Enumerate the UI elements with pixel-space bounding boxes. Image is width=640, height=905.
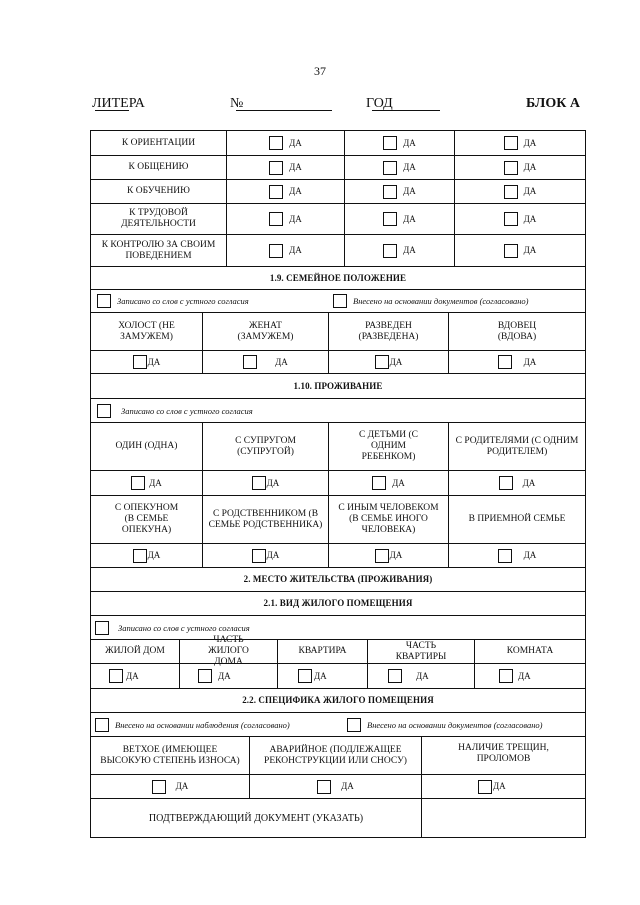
yes-label: ДА <box>289 186 302 196</box>
option-label: ЖЕНАТ (ЗАМУЖЕМ) <box>202 313 328 350</box>
option-label: С ОПЕКУНОМ (В СЕМЬЕ ОПЕКУНА) <box>114 503 179 535</box>
form-table <box>90 130 586 838</box>
yes-option <box>91 664 179 688</box>
checkbox[interactable] <box>269 244 283 258</box>
yes-label: ДА <box>523 186 537 196</box>
yes-label: ДА <box>289 213 302 224</box>
checkbox[interactable] <box>95 621 109 635</box>
option-label: С РОДСТВЕННИКОМ (В СЕМЬЕ РОДСТВЕННИКА) <box>202 496 328 543</box>
yes-option <box>91 544 202 567</box>
option-label: ЖИЛОЙ ДОМ <box>105 646 165 656</box>
attitude-row <box>91 203 585 234</box>
block-label: БЛОК А <box>526 96 580 111</box>
section-title: 2. МЕСТО ЖИТЕЛЬСТВА (ПРОЖИВАНИЯ) <box>243 574 433 584</box>
yes-option <box>226 156 344 179</box>
checkbox[interactable] <box>133 355 147 369</box>
option-label: ХОЛОСТ (НЕ ЗАМУЖЕМ) <box>118 320 175 342</box>
yes-option <box>202 471 328 495</box>
yes-option <box>367 664 474 688</box>
note-docs <box>347 713 543 736</box>
yes-option <box>421 775 585 798</box>
note-row <box>91 615 585 639</box>
yes-label: ДА <box>403 137 416 148</box>
yes-label: ДА <box>275 356 288 367</box>
confirm-document-input[interactable] <box>421 799 585 838</box>
yes-label: ДА <box>341 781 354 791</box>
note-label: Записано со слов с устного согласия <box>117 296 249 306</box>
checkbox-row <box>91 774 585 798</box>
yes-option <box>91 471 202 495</box>
options-row <box>91 736 585 774</box>
option-label: ВЕТХОЕ (ИМЕЮЩЕЕ ВЫСОКУЮ СТЕПЕНЬ ИЗНОСА) <box>100 744 240 766</box>
yes-option <box>328 471 448 495</box>
checkbox[interactable] <box>243 355 257 369</box>
checkbox-row <box>91 470 585 495</box>
yes-option <box>226 180 344 203</box>
options-row <box>91 422 585 470</box>
yes-option <box>454 235 585 266</box>
option-label: С РОДИТЕЛЯМИ (С ОДНИМ РОДИТЕЛЕМ) <box>448 423 585 470</box>
option-label: АВАРИЙНОЕ (ПОДЛЕЖАЩЕЕ РЕКОНСТРУКЦИИ ИЛИ СНОСУ) <box>249 737 421 774</box>
yes-option <box>454 156 585 179</box>
yes-label: ДА <box>522 477 536 488</box>
option-label: ОДИН (ОДНА) <box>115 441 178 451</box>
note-row <box>91 398 585 422</box>
option-label: ЧАСТЬ ЖИЛОГО ДОМА <box>179 640 277 663</box>
checkbox[interactable] <box>317 780 331 794</box>
yes-option <box>179 664 277 688</box>
checkbox[interactable] <box>97 294 111 308</box>
attitude-label: К КОНТРОЛЮ ЗА СВОИМ ПОВЕДЕНИЕМ <box>101 239 216 261</box>
yes-label: ДА <box>523 162 537 172</box>
yes-label: ДА <box>523 550 537 560</box>
checkbox[interactable] <box>269 185 283 199</box>
checkbox[interactable] <box>333 294 347 308</box>
option-label: РАЗВЕДЕН (РАЗВЕДЕНА) <box>328 313 448 350</box>
year-label: ГОД <box>366 96 393 111</box>
note-label: Внесено на основании документов (согласовано) <box>367 719 543 730</box>
options-row <box>91 312 585 350</box>
note-label: Записано со слов с устного согласия <box>118 622 250 633</box>
yes-label: ДА <box>389 550 403 560</box>
yes-option <box>226 204 344 234</box>
yes-label: ДА <box>289 162 302 172</box>
yes-label: ДА <box>126 670 139 681</box>
note-observe <box>95 713 290 736</box>
options-row <box>91 495 585 543</box>
confirm-document-label: ПОДТВЕРЖДАЮЩИЙ ДОКУМЕНТ (УКАЗАТЬ) <box>148 813 364 824</box>
number-label: № <box>230 96 244 111</box>
yes-label: ДА <box>523 245 537 255</box>
checkbox[interactable] <box>499 476 513 490</box>
number-input[interactable] <box>236 96 332 111</box>
section-title-row <box>91 688 585 712</box>
checkbox[interactable] <box>504 212 518 226</box>
checkbox[interactable] <box>269 136 283 150</box>
yes-label: ДА <box>389 356 403 367</box>
attitude-label: К ТРУДОВОЙ ДЕЯТЕЛЬНОСТИ <box>121 208 196 229</box>
section-title-row <box>91 266 585 289</box>
section-title-row <box>91 373 585 398</box>
yes-label: ДА <box>266 477 280 488</box>
checkbox[interactable] <box>109 669 123 683</box>
page-number: 37 <box>314 64 326 78</box>
checkbox[interactable] <box>133 549 147 563</box>
yes-label: ДА <box>266 550 280 560</box>
checkbox[interactable] <box>375 355 389 369</box>
checkbox[interactable] <box>383 244 397 258</box>
checkbox[interactable] <box>504 244 518 258</box>
yes-option <box>226 235 344 266</box>
yes-option <box>328 544 448 567</box>
confirm-row <box>91 798 585 838</box>
yes-label: ДА <box>314 670 327 681</box>
checkbox-row <box>91 350 585 373</box>
checkbox[interactable] <box>269 161 283 175</box>
yes-option <box>454 180 585 203</box>
yes-label: ДА <box>403 186 416 196</box>
yes-label: ДА <box>392 477 405 488</box>
yes-option <box>91 775 249 798</box>
yes-option <box>344 204 454 234</box>
yes-label: ДА <box>416 670 429 681</box>
option-label: КОМНАТА <box>474 640 585 663</box>
yes-label: ДА <box>175 781 189 791</box>
checkbox[interactable] <box>95 718 109 732</box>
note-verbal <box>97 399 253 422</box>
options-row <box>91 635 585 667</box>
checkbox[interactable] <box>383 185 397 199</box>
attitude-label: К ОБУЧЕНИЮ <box>127 186 190 196</box>
option-label: ЧАСТЬ КВАРТИРЫ <box>367 640 474 663</box>
note-verbal <box>97 290 249 312</box>
year-input[interactable] <box>372 96 440 111</box>
yes-label: ДА <box>218 670 231 681</box>
yes-option <box>448 544 585 567</box>
checkbox[interactable] <box>372 476 386 490</box>
checkbox[interactable] <box>383 136 397 150</box>
checkbox[interactable] <box>298 669 312 683</box>
litera-label: ЛИТЕРА <box>92 96 145 111</box>
yes-option <box>202 351 328 373</box>
option-label: В ПРИЕМНОЙ СЕМЬЕ <box>448 496 585 543</box>
option-label: НАЛИЧИЕ ТРЕЩИН, ПРОЛОМОВ <box>421 737 585 774</box>
checkbox[interactable] <box>383 161 397 175</box>
form-header <box>92 96 586 118</box>
yes-label: ДА <box>289 137 302 148</box>
yes-label: ДА <box>523 356 537 367</box>
attitude-row <box>91 131 585 155</box>
yes-label: ДА <box>149 477 162 488</box>
checkbox[interactable] <box>388 669 402 683</box>
option-label: ВДОВЕЦ (ВДОВА) <box>448 313 585 350</box>
yes-label: ДА <box>289 245 302 255</box>
yes-option <box>344 180 454 203</box>
checkbox[interactable] <box>198 669 212 683</box>
option-label: С СУПРУГОМ (СУПРУГОЙ) <box>202 423 328 470</box>
yes-option <box>448 471 585 495</box>
attitude-row <box>91 155 585 179</box>
checkbox[interactable] <box>504 136 518 150</box>
yes-label: ДА <box>403 245 416 255</box>
yes-option <box>226 131 344 155</box>
checkbox[interactable] <box>498 355 512 369</box>
checkbox[interactable] <box>252 549 266 563</box>
yes-option <box>202 544 328 567</box>
section-title: 2.2. СПЕЦИФИКА ЖИЛОГО ПОМЕЩЕНИЯ <box>242 695 434 705</box>
checkbox[interactable] <box>499 669 513 683</box>
yes-option <box>448 351 585 373</box>
section-title: 1.10. ПРОЖИВАНИЕ <box>293 380 383 391</box>
yes-option <box>474 664 585 688</box>
attitude-row <box>91 234 585 266</box>
checkbox[interactable] <box>504 185 518 199</box>
checkbox[interactable] <box>252 476 266 490</box>
litera-input[interactable] <box>95 96 129 111</box>
attitude-row <box>91 179 585 203</box>
checkbox[interactable] <box>498 549 512 563</box>
note-docs <box>333 290 529 312</box>
checkbox-row <box>91 543 585 567</box>
checkbox[interactable] <box>375 549 389 563</box>
checkbox[interactable] <box>347 718 361 732</box>
yes-option <box>344 235 454 266</box>
yes-label: ДА <box>403 162 416 172</box>
checkbox[interactable] <box>383 212 397 226</box>
section-title-row <box>91 567 585 591</box>
yes-option <box>454 204 585 234</box>
yes-option <box>328 351 448 373</box>
checkbox[interactable] <box>97 404 111 418</box>
yes-option <box>91 351 202 373</box>
yes-label: ДА <box>493 781 506 791</box>
yes-label: ДА <box>403 213 416 224</box>
note-row <box>91 712 585 736</box>
yes-label: ДА <box>147 550 161 560</box>
note-label: Внесено на основании документов (согласовано) <box>353 296 529 306</box>
section-subtitle: 2.1. ВИД ЖИЛОГО ПОМЕЩЕНИЯ <box>263 598 413 608</box>
yes-option <box>344 156 454 179</box>
checkbox[interactable] <box>504 161 518 175</box>
yes-option <box>249 775 421 798</box>
yes-label: ДА <box>147 356 161 367</box>
checkbox-row <box>91 663 585 688</box>
checkbox[interactable] <box>478 780 492 794</box>
yes-option <box>344 131 454 155</box>
checkbox[interactable] <box>152 780 166 794</box>
note-label: Записано со слов с устного согласия <box>121 405 253 416</box>
checkbox[interactable] <box>269 212 283 226</box>
yes-label: ДА <box>523 137 537 148</box>
attitude-label: К ОРИЕНТАЦИИ <box>121 137 196 148</box>
note-row <box>91 289 585 312</box>
checkbox[interactable] <box>131 476 145 490</box>
option-label: С ДЕТЬМИ (С ОДНИМ РЕБЕНКОМ) <box>328 423 448 470</box>
note-label: Внесено на основании наблюдения (согласовано) <box>115 719 290 730</box>
option-label: КВАРТИРА <box>277 640 367 663</box>
section-title: 1.9. СЕМЕЙНОЕ ПОЛОЖЕНИЕ <box>269 272 407 283</box>
option-label: С ИНЫМ ЧЕЛОВЕКОМ (В СЕМЬЕ ИНОГО ЧЕЛОВЕКА) <box>328 496 448 543</box>
yes-label: ДА <box>523 213 537 224</box>
section-title-row <box>91 591 585 615</box>
attitude-label: К ОБЩЕНИЮ <box>128 162 189 172</box>
yes-option <box>454 131 585 155</box>
yes-label: ДА <box>518 670 531 681</box>
yes-option <box>277 664 367 688</box>
